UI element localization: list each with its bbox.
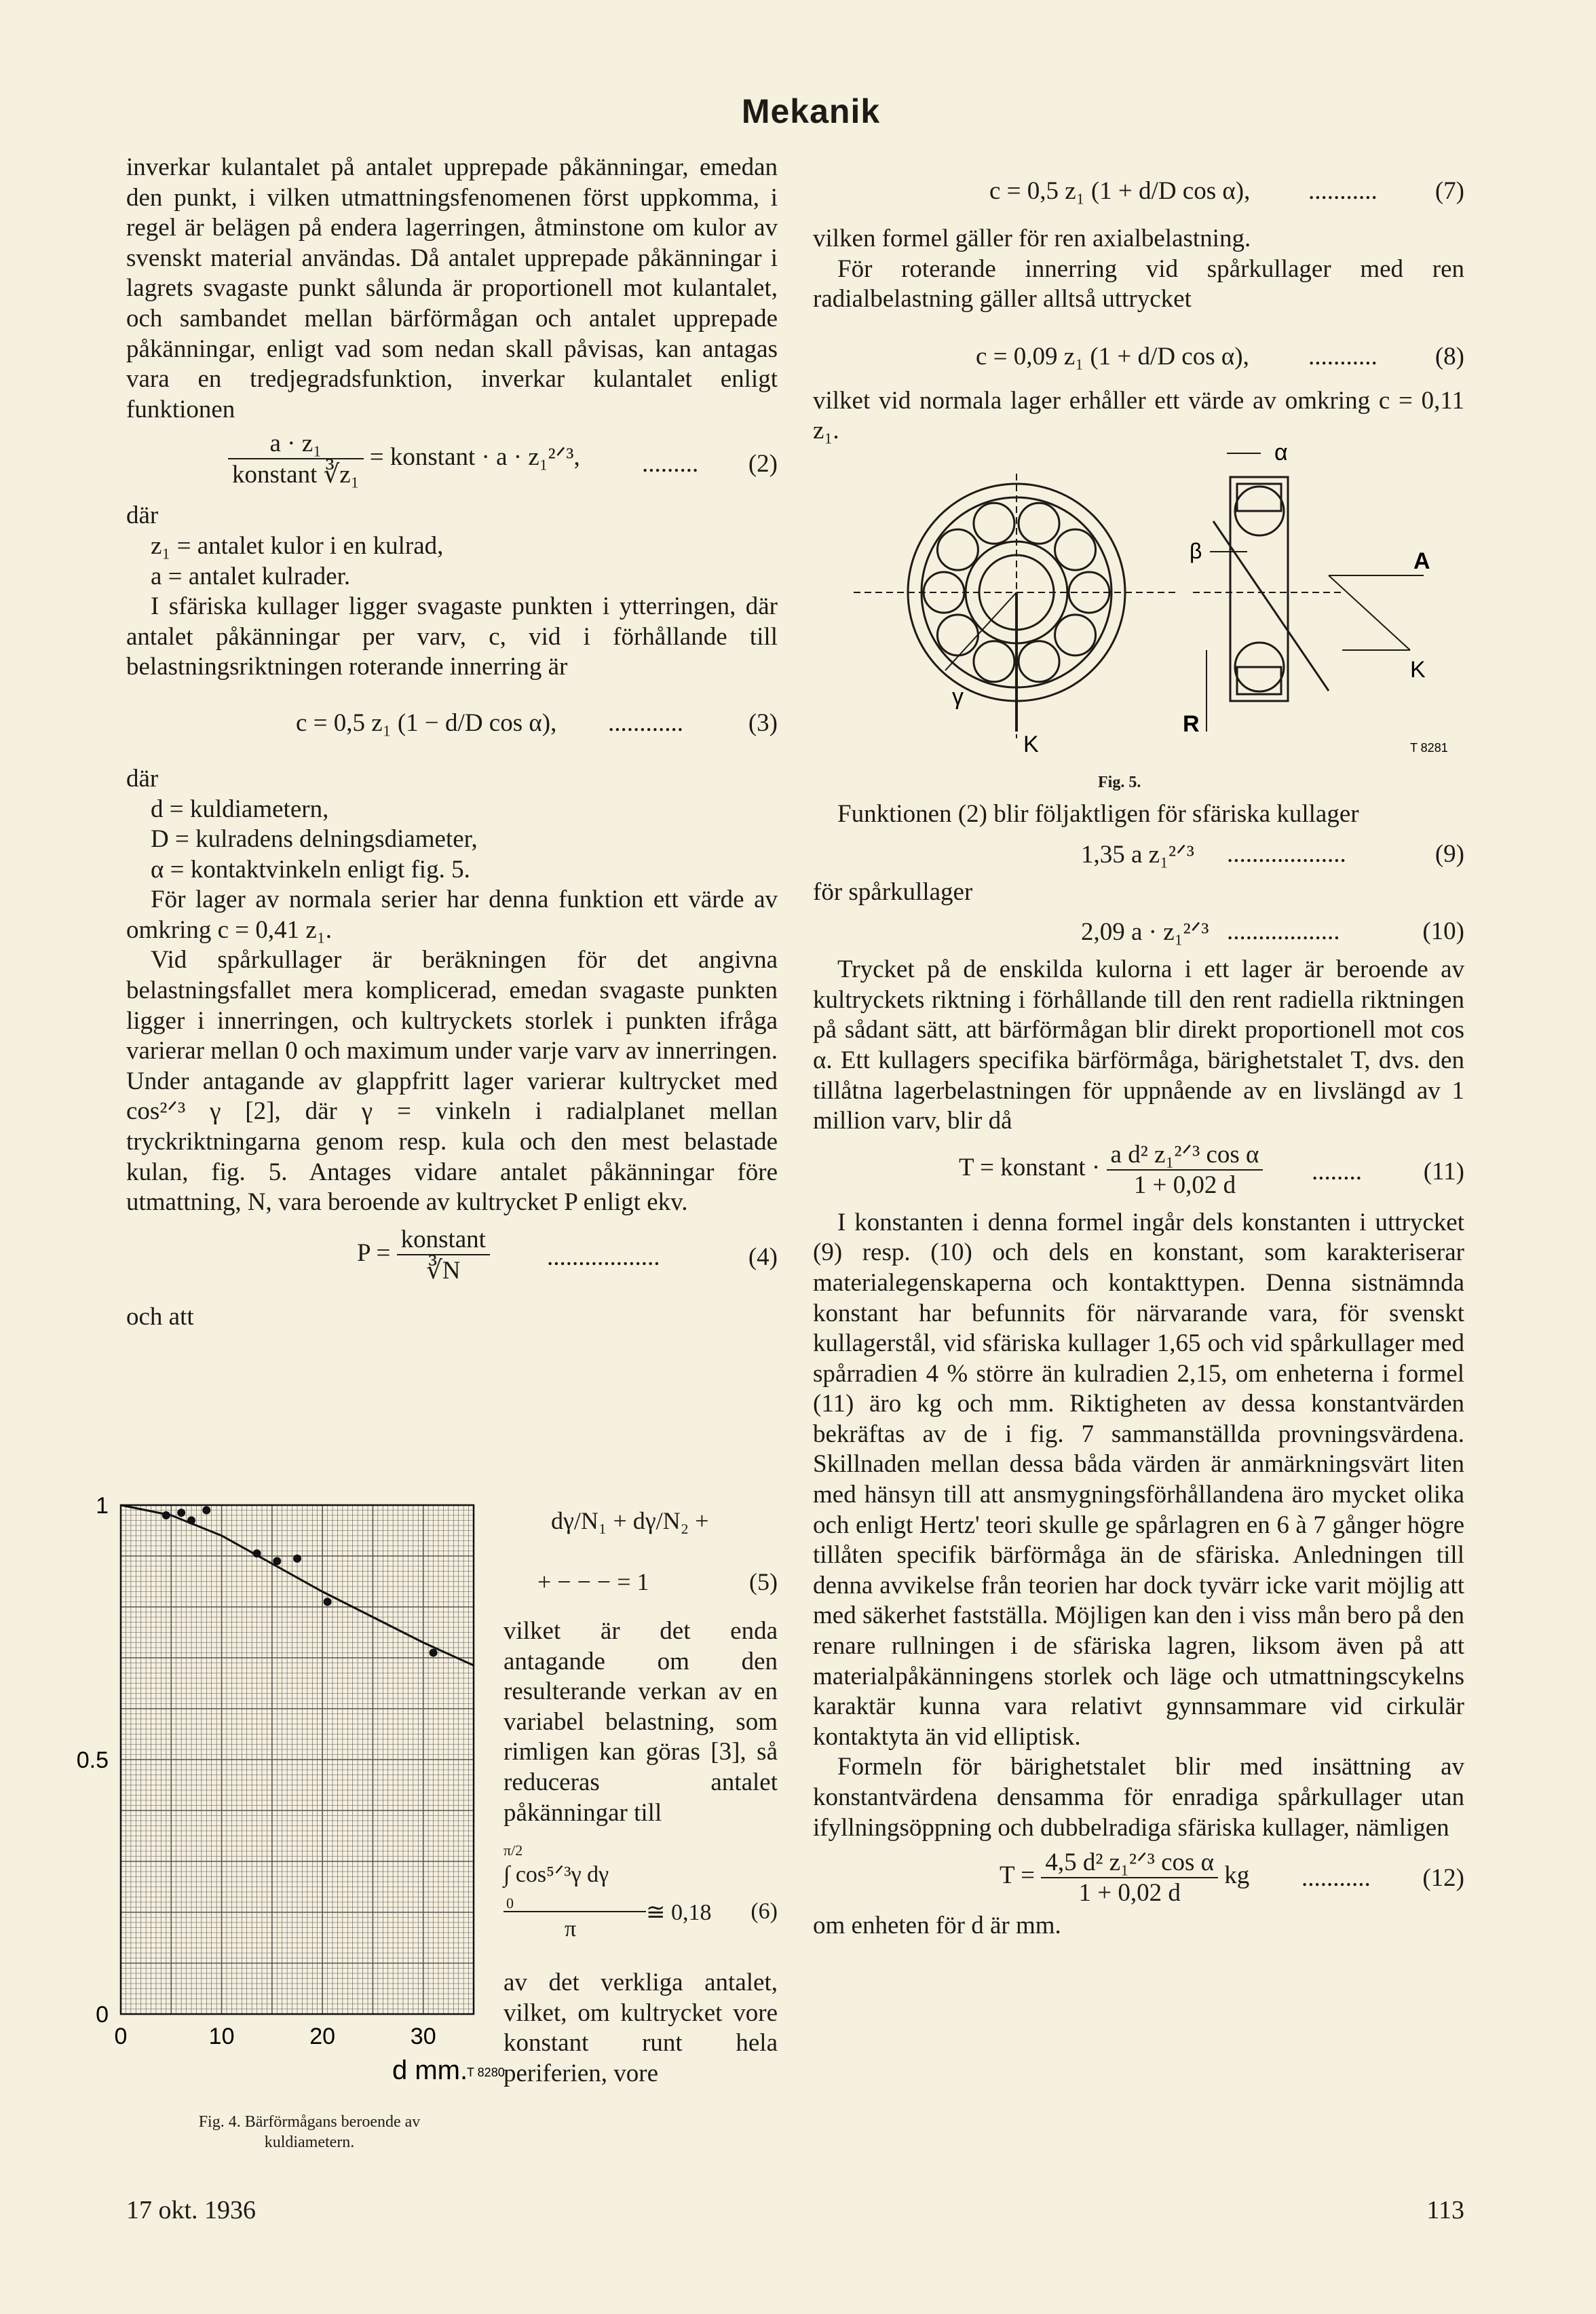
data-point [187,1517,195,1525]
equation-8: c = 0,09 z₁ (1 + d/D cos α), ........... (8) [976,342,1464,371]
x-tick-label: 0 [114,2024,128,2049]
figure-code: T 8280 [467,2066,505,2079]
narrow-column [504,1486,778,2089]
ball [937,615,978,656]
definition: a = antalet kulrader. [151,562,351,590]
figure-5 [813,439,1464,799]
equation-9: 1,35 a z₁²ᐟ³ ................... (9) [1081,839,1464,869]
page-number: 113 [1426,2196,1464,2224]
paragraph: vilket vid normala lager erhåller ett värde av omkring c = 0,11 z₁. [813,386,1464,445]
definition: α = kontaktvinkeln enligt fig. 5. [151,855,470,884]
label-dar: där [126,501,159,530]
paragraph: vilket är det enda antagande om den resulterande verkan av en variabel belastning, som rimligen kan göras [3], så reduceras antalet påkänningar till [504,1617,778,1827]
ball [974,503,1014,544]
equation-3: c = 0,5 z₁ (1 − d/D cos α), ............ (3) [296,708,778,737]
label-k: K [1410,656,1426,683]
section-title: Mekanik [741,92,881,130]
paragraph: och att [126,1302,194,1331]
equation-11: T = konstant · $\frac{\text{a d² z₁²ᐟ³ cos α}}{1 + 0,02 d}$ ........ (11) [959,1140,1464,1199]
equation-2: $\frac{\text{a · z₁}}{\text{konstant ∛z₁}}$ = konstant · a · z₁²ᐟ³, ......... (2) [126,425,778,501]
label-a: A [1413,548,1430,574]
x-tick-label: 20 [309,2024,336,2049]
paragraph: För lager av normala serier har denna funktion ett värde av omkring c = 0,41 z₁. [126,886,778,944]
ball [937,529,978,570]
x-axis-label: d mm. [392,2055,468,2085]
definition: d = kuldiametern, [151,795,329,823]
figure-5-caption: Fig. 5. [1098,773,1141,791]
left-column [126,153,778,1332]
data-point [177,1509,185,1517]
label-k: K [1023,731,1039,757]
label-r: R [1183,710,1200,737]
data-point [430,1649,438,1657]
equation-4: P = $\frac{\text{konstant}}{∛N}$ .................. (4) [357,1225,778,1285]
x-tick-label: 10 [208,2024,235,2049]
figure-4 [76,1487,505,2151]
ball [1019,641,1059,682]
label-dar: där [126,764,159,793]
y-tick-label: 0 [96,2002,109,2028]
right-column [813,153,1464,1941]
paragraph: I sfäriska kullager ligger svagaste punkten i ytterringen, där antalet påkänningar per varv, c, vid i förhållande till belastningsriktningen roterande innerring är [126,592,778,681]
y-tick-label: 0.5 [76,1747,109,1773]
equation-5a: dγ/N₁ + dγ/N₂ + [551,1507,709,1534]
ball [1055,529,1096,570]
definition: z₁ = antalet kulor i en kulrad, [151,531,444,560]
data-point [253,1549,261,1557]
paragraph: Funktionen (2) blir följaktligen för sfäriska kullager [837,799,1359,828]
data-point [202,1506,210,1515]
ball [1019,503,1059,544]
paragraph: Vid spårkullager är beräkningen för det angivna belastningsfallet mera komplicerad, emedan svagaste punkten ligger i innerringen, och kultryckets storlek i punkten ifråga varierar mellan 0 och maximum under varje varv av innerringen. Under antagande av glappfritt lager varierar kultrycket med cos²ᐟ³ γ [2], där γ = vinkeln i radialplanet mellan tryckriktningarna genom resp. kula och den mest belastade kulan, fig. 5. Antages vidare antalet påkänningar före utmattning, N, vara beroende av kultrycket P enligt ekv. [126,946,778,1217]
x-tick-label: 30 [410,2024,436,2049]
paragraph: av det verkliga antalet, vilket, om kultrycket vore konstant runt hela periferien, vore [504,1969,778,2087]
data-point [162,1511,170,1519]
bearing-diagram [813,439,1464,765]
equation-12: T = $\frac{\text{4,5 d² z₁²ᐟ³ cos α}}{1 + 0,02 d}$ kg ........... (12) [1000,1848,1464,1908]
paragraph: för spårkullager [813,877,973,906]
ball [974,641,1014,682]
label-beta: β [1190,538,1202,563]
data-point [293,1555,301,1563]
paragraph: vilken formel gäller för ren axialbelastning. [813,225,1251,252]
ball [1055,615,1096,656]
paragraph: om enheten för d är mm. [813,1912,1061,1940]
definition: D = kulradens delningsdiameter, [151,825,478,854]
figure-code: T 8281 [1410,740,1448,755]
label-alpha: α [1274,439,1288,466]
label-gamma: γ [952,683,964,710]
equation-7: c = 0,5 z₁ (1 + d/D cos α), ........... (7) [989,177,1464,205]
equation-6: π/2 ∫ cos⁵ᐟ³γ dγ 0 π ≅ 0,18 (6) [504,1842,778,1942]
equation-10: 2,09 a · z₁²ᐟ³ .................. (10) [1081,917,1464,947]
footer-date: 17 okt. 1936 [126,2196,256,2224]
equation-5b: + − − − = 1 (5) [537,1568,778,1595]
data-point [324,1598,332,1606]
y-tick-label: 1 [96,1493,109,1519]
paragraph: I konstanten i denna formel ingår dels konstanten i uttrycket (9) resp. (10) och dels en konstant, som karakteriserar materialegenskaperna och kontakttypen. Denna sistnämnda konstant har befunnits för närvarande vara, för svenskt kullagerstål, vid sfäriska kullager 1,65 och vid spårkullager med spårradien 4 % större än kulradien 2,15, om enheterna i formel (11) äro kg och mm. Riktigheten av dessa konstantvärden bekräftas av de i fig. 7 sammanställda provningsvärdena. Skillnaden mellan dessa båda värden är anmärkningsvärt liten med hänsyn till att ansmygningsförhållandena äro mycket olika och enligt Hertz' teori skulle ge spårlagren en 6 à 7 gånger högre tillåten specifik bärförmåga än de sfäriska. Anledningen till denna avvikelse från teorien har dock tyvärr icke varit möjlig att med säkerhet fastställa. Möjligen kan den i viss mån bero på den renare rullningen i de sfäriska lagren, liksom även på att materialpåkänningens storlek och läge och utmattningscykelns karaktär kunna vara relativt gynnsammare vid cirkulär kontaktyta än vid elliptisk. [813,1208,1464,1751]
chart-svg [76,1487,505,2085]
paragraph: Trycket på de enskilda kulorna i ett lager är beroende av kultryckets riktning i förhållande till den rent radiella riktningen på sådant sätt, att bärförmågan blir direkt proportionell mot cos α. Ett kullagers specifika bärförmåga, bärighetstalet T, dvs. den tillåtna lagerbelastningen för uppnående av en livslängd av 1 million varv, blir då [813,955,1464,1135]
data-point [273,1557,281,1566]
paragraph: Formeln för bärighetstalet blir med insättning av konstantvärdena densamma för enradiga spårkullager utan ifyllningsöppning och dubbelradiga sfäriska kullager, nämligen [813,1753,1464,1842]
figure-4-caption: Fig. 4. Bärförmågans beroende av kuldiametern. [198,2113,421,2151]
paragraph: inverkar kulantalet på antalet upprepade påkänningar, emedan den punkt, i vilken utmattningsfenomenen först uppkomma, i regel är belägen på endera lagerringen, åtminstone om kulor av svenskt material användas. Då antalet upprepade påkänningar i lagrets svagaste punkt sålunda är proportionell mot kulantalet, och sambandet mellan bärförmågan och antalet upprepade påkänningar, enligt vad som nedan skall påvisas, kan antagas vara en tredjegradsfunktion, inverkar kulantalet enligt funktionen [126,153,778,423]
paragraph: För roterande innerring vid spårkullager med ren radialbelastning gäller alltså uttrycket [813,254,1464,314]
